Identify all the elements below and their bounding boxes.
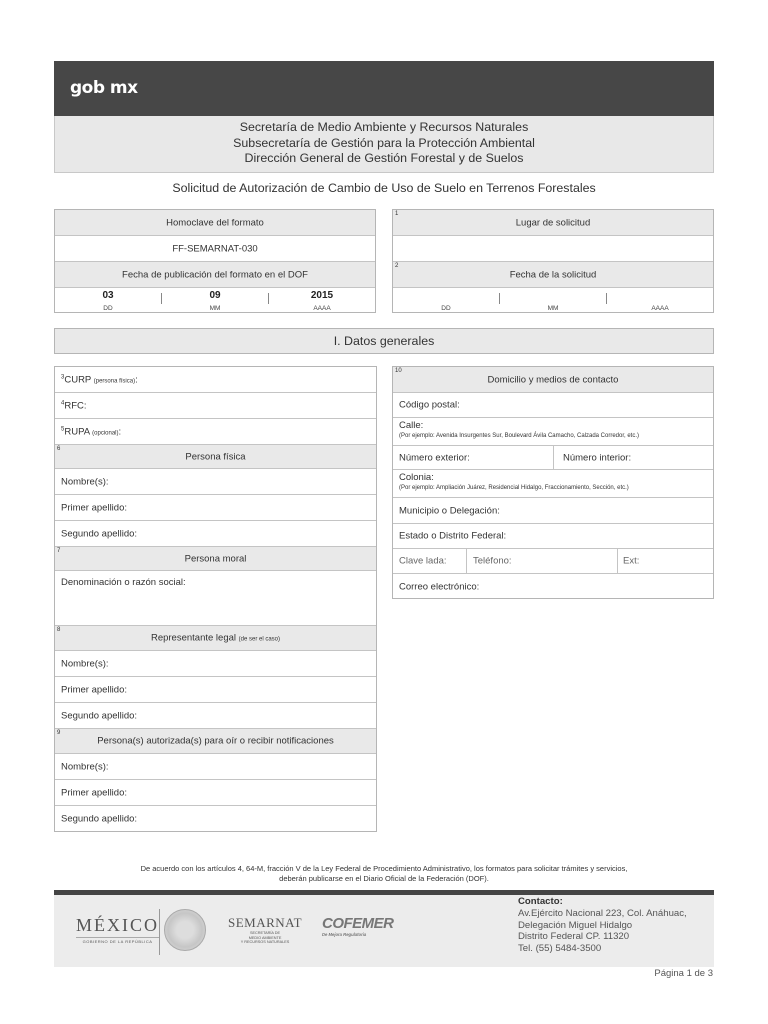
pm-denominacion-field[interactable]: [55, 571, 376, 626]
gobmx-header: [54, 61, 714, 116]
req-month[interactable]: [500, 288, 606, 313]
section-title: I. Datos generales: [54, 328, 714, 354]
rfc-field[interactable]: [55, 393, 376, 419]
agency-line-3: Dirección General de Gestión Forestal y de Suelos: [244, 151, 524, 165]
fecha-label: Fecha de la solicitud: [509, 269, 597, 280]
colonia-label: Colonia:: [399, 472, 434, 483]
req-year[interactable]: [607, 288, 713, 313]
homoclave-row: [55, 236, 375, 262]
mexico-logo-sub: GOBIERNO DE LA REPÚBLICA: [76, 937, 159, 944]
cofemer-logo: [322, 915, 394, 937]
pub-day-value: 03: [102, 290, 114, 301]
contact-line-3: Distrito Federal CP. 11320: [518, 931, 630, 943]
pf-primer-label: Primer apellido:: [61, 502, 127, 513]
clave-lada-field[interactable]: Clave lada:: [399, 555, 447, 567]
pub-year-label: AAAA: [313, 305, 331, 312]
num-interior-field[interactable]: Número interior:: [563, 452, 632, 463]
fecha-header: [393, 262, 713, 288]
pub-month-value: 09: [209, 290, 221, 301]
field-number: 9: [57, 730, 61, 736]
pm-denominacion-label: Denominación o razón social:: [61, 577, 186, 588]
rl-primer-field[interactable]: [55, 677, 376, 703]
pub-date-row: [55, 288, 375, 313]
contact-block: [518, 896, 687, 955]
codigo-postal-label: Código postal:: [399, 399, 460, 411]
pa-nombre-label: Nombre(s):: [61, 761, 109, 772]
req-month-label: MM: [547, 305, 559, 312]
field-number: 5: [61, 425, 65, 432]
curp-note: (persona física): [93, 378, 136, 385]
pf-nombre-label: Nombre(s):: [61, 476, 109, 487]
ext-field[interactable]: Ext:: [623, 555, 640, 567]
numero-row: [393, 446, 713, 470]
national-seal-icon: [164, 909, 206, 951]
rupa-field[interactable]: [55, 419, 376, 445]
field-number: 4: [61, 399, 65, 406]
semarnat-logo: [228, 915, 302, 945]
logo-divider: [159, 909, 160, 955]
autorizadas-title: Persona(s) autorizada(s) para oír o recibir notificaciones: [97, 735, 334, 747]
curp-colon: :: [135, 374, 138, 386]
contact-line-1: Av.Ejército Nacional 223, Col. Anáhuac,: [518, 907, 687, 919]
pf-nombre-field[interactable]: [55, 469, 376, 495]
mexico-logo-text: MÉXICO: [76, 915, 159, 935]
domicilio-header: [393, 367, 713, 393]
fecha-input[interactable]: [393, 288, 713, 313]
curp-label: CURP: [64, 374, 92, 386]
persona-fisica-title: Persona física: [185, 451, 246, 462]
domicilio-title: Domicilio y medios de contacto: [487, 374, 619, 385]
telefono-row: [393, 549, 713, 574]
legal-line-1: De acuerdo con los artículos 4, 64-M, fracción V de la Ley Federal de Procedimiento Administrativo, los formatos para solicitar trámites y servicios,: [140, 864, 628, 873]
correo-label: Correo electrónico:: [399, 581, 480, 592]
rl-nombre-label: Nombre(s):: [61, 658, 109, 669]
agency-line-1: Secretaría de Medio Ambiente y Recursos Naturales: [239, 120, 529, 134]
calle-label: Calle:: [399, 420, 424, 431]
field-number: 2: [395, 263, 399, 269]
cofemer-logo-text: COFEMER: [322, 915, 394, 932]
cofemer-logo-sub: De Mejora Regulatoria: [322, 932, 367, 937]
pa-segundo-field[interactable]: [55, 806, 376, 831]
rupa-colon: :: [118, 426, 122, 438]
representante-note: (de ser el caso): [238, 636, 281, 643]
homoclave-label: Homoclave del formato: [166, 217, 264, 228]
pub-day-label: DD: [103, 305, 113, 312]
mexico-logo: [76, 915, 159, 944]
req-year-label: AAAA: [651, 305, 669, 312]
column-divider: [466, 549, 467, 573]
field-number: 6: [57, 446, 61, 452]
semarnat-logo-text: SEMARNAT: [228, 915, 303, 930]
form-title: Solicitud de Autorización de Cambio de Uso de Suelo en Terrenos Forestales: [172, 181, 596, 195]
field-number: 8: [57, 627, 61, 633]
persona-moral-header: [55, 547, 376, 571]
telefono-field[interactable]: Teléfono:: [473, 555, 512, 567]
column-divider: [617, 549, 618, 573]
calle-example: (Por ejemplo: Avenida Insurgentes Sur, Boulevard Ávila Camacho, Calzada Corredor, etc.): [399, 433, 640, 439]
rl-segundo-field[interactable]: [55, 703, 376, 729]
pub-day: [55, 288, 161, 313]
applicant-panel: [54, 366, 377, 832]
field-number: 3: [61, 373, 65, 380]
pub-date-header: [55, 262, 375, 288]
pub-month-label: MM: [209, 305, 221, 312]
page-number: Página 1 de 3: [654, 968, 713, 979]
lugar-input[interactable]: [393, 236, 713, 262]
rl-primer-label: Primer apellido:: [61, 684, 127, 695]
persona-fisica-header: [55, 445, 376, 469]
calle-field[interactable]: [393, 418, 713, 446]
codigo-postal-field[interactable]: [393, 393, 713, 418]
pub-year-value: 2015: [310, 290, 334, 301]
field-number: 7: [57, 548, 61, 554]
colonia-example: (Por ejemplo: Ampliación Juárez, Residencial Hidalgo, Fraccionamiento, Sección, etc.): [399, 485, 629, 491]
rupa-label: RUPA: [64, 426, 90, 438]
curp-field[interactable]: [55, 367, 376, 393]
rl-nombre-field[interactable]: [55, 651, 376, 677]
lugar-header: [393, 210, 713, 236]
request-info-box: [392, 209, 714, 313]
municipio-label: Municipio o Delegación:: [399, 505, 500, 516]
column-divider: [553, 446, 554, 469]
estado-field[interactable]: [393, 524, 713, 549]
semarnat-sub-1: SECRETARÍA DE: [249, 931, 281, 935]
representante-header: [55, 626, 376, 651]
pub-year: [269, 288, 375, 313]
gobmx-logo: gob mx: [70, 78, 138, 98]
agency-line-2: Subsecretaría de Gestión para la Protección Ambiental: [233, 135, 535, 150]
contact-line-4: Tel. (55) 5484-3500: [518, 943, 602, 955]
semarnat-sub-3: Y RECURSOS NATURALES: [240, 940, 290, 944]
pa-segundo-label: Segundo apellido:: [61, 813, 138, 824]
rupa-note: (opcional): [92, 430, 119, 437]
field-number: 1: [395, 211, 399, 217]
pf-segundo-label: Segundo apellido:: [61, 528, 138, 539]
rl-segundo-label: Segundo apellido:: [61, 710, 138, 721]
legal-line-2: deberán publicarse en el Diario Oficial de la Federación (DOF).: [279, 874, 489, 883]
footer: [54, 895, 714, 967]
pf-primer-field[interactable]: [55, 495, 376, 521]
rfc-label: RFC:: [64, 400, 87, 412]
municipio-field[interactable]: [393, 498, 713, 524]
num-exterior-field[interactable]: Número exterior:: [399, 452, 470, 463]
pa-primer-label: Primer apellido:: [61, 787, 127, 798]
legal-notice: [54, 864, 714, 884]
correo-field[interactable]: [393, 574, 713, 599]
semarnat-sub-2: MEDIO AMBIENTE: [248, 935, 282, 940]
pa-primer-field[interactable]: [55, 780, 376, 806]
persona-moral-title: Persona moral: [184, 553, 247, 564]
req-day-label: DD: [441, 305, 451, 312]
estado-label: Estado o Distrito Federal:: [399, 530, 507, 542]
colonia-field[interactable]: [393, 470, 713, 498]
pf-segundo-field[interactable]: [55, 521, 376, 547]
pub-month: [162, 288, 268, 313]
autorizadas-header: [55, 729, 376, 754]
homoclave-value: FF-SEMARNAT-030: [172, 243, 258, 254]
contact-title: Contacto:: [518, 896, 563, 907]
contact-line-2: Delegación Miguel Hidalgo: [518, 919, 633, 931]
agency-header: [54, 116, 714, 173]
representante-title: Representante legal: [150, 632, 237, 644]
pa-nombre-field[interactable]: [55, 754, 376, 780]
homoclave-header: [55, 210, 375, 236]
pub-date-label: Fecha de publicación del formato en el DOF: [122, 269, 308, 280]
lugar-label: Lugar de solicitud: [515, 217, 591, 228]
format-info-box: [54, 209, 376, 313]
address-panel: [392, 366, 714, 599]
field-number: 10: [395, 368, 402, 374]
req-day[interactable]: [393, 288, 499, 313]
